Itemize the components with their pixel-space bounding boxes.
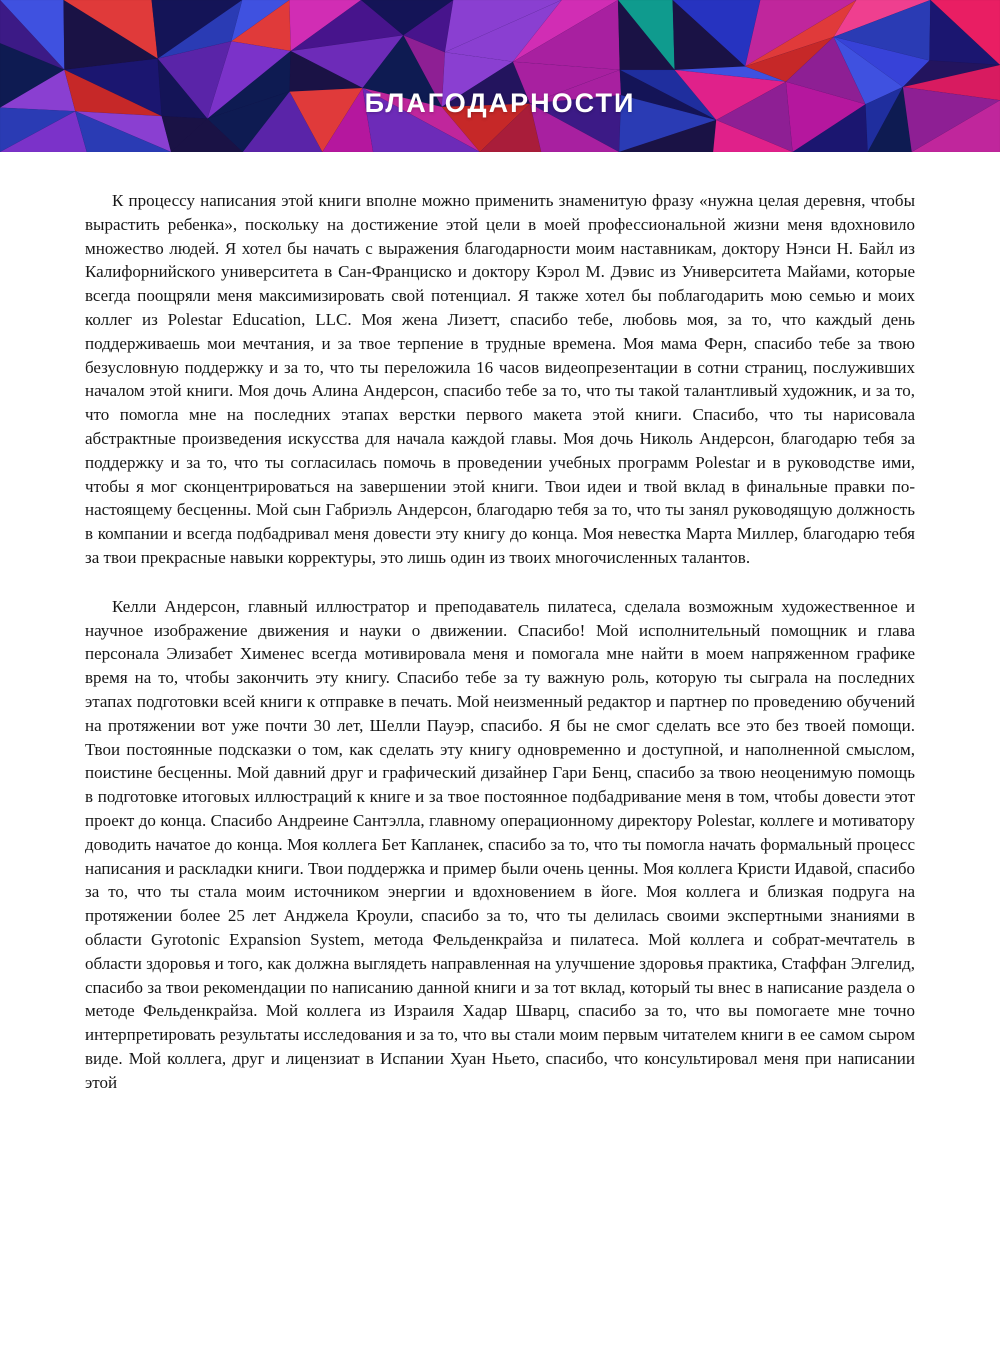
page-title: БЛАГОДАРНОСТИ bbox=[364, 88, 636, 118]
chapter-header-banner bbox=[0, 0, 1000, 152]
acknowledgments-text bbox=[0, 152, 1000, 1094]
paragraph-2: Келли Андерсон, главный иллюстратор и преподаватель пилатеса, сделала возможным художественное и научное изображение движения и науки о движении. Спасибо! Мой исполнительный помощник и глава персонала Элизабет Хименес всегда мотивировала меня и помогала мне найти в моем напряженном графике время на то, чтобы закончить эту книгу. Спасибо тебе за ту важную роль, которую ты сыграла на последних этапах подготовки всей книги к отправке в печать. Мой неизменный редактор и партнер по проведению обучений на протяжении вот уже почти 30 лет, Шелли Пауэр, спасибо. Я бы не смог сделать все это без твоей помощи. Твои постоянные подсказки о том, как сделать эту книгу одновременно и доступной, и наполненной смыслом, поистине бесценны. Мой давний друг и графический дизайнер Гари Бенц, спасибо за твою неоценимую помощь в подготовке итоговых иллюстраций к книге и за твое постоянное подбадривание меня в том, чтобы довести этот проект до конца. Спасибо Андреине Сантэлла, главному операционному директору Polestar, коллеге и мотиватору доводить начатое до конца. Моя коллега Бет Капланек, спасибо за то, что ты помогла начать формальный процесс написания и раскладки книги. Твои поддержка и пример были очень ценны. Моя коллега Кристи Идавой, спасибо за то, что ты стала моим источником энергии и вдохновением в йоге. Моя коллега и близкая подруга на протяжении более 25 лет Анджела Кроули, спасибо за то, что ты делилась своими экспертными знаниями в области Gyrotonic Expansion System, метода Фельденкрайза и пилатеса. Мой коллега и собрат-мечтатель в области здоровья и того, как должна выглядеть направленная на улучшение здоровья практика, Стаффан Элгелид, спасибо за твои рекомендации по написанию данной книги и за тот вклад, который ты внес в написание раздела о методе Фельденкрайза. Мой коллега из Израиля Хадар Шварц, спасибо за то, что вы помогаете мне точно интерпретировать результаты исследования и за то, что вы стали моим первым читателем книги в ее самом сыром виде. Мой коллега, друг и лицензиат в Испании Хуан Ньето, спасибо, что консультировал меня при написании этой bbox=[85, 596, 915, 1092]
paragraph-1: К процессу написания этой книги вполне можно применить знаменитую фразу «нужна целая деревня, чтобы вырастить ребенка», поскольку на достижение этой цели в моей профессиональной жизни меня вдохновило множество людей. Я хотел бы начать с выражения благодарности моим наставникам, доктору Нэнси Н. Байл из Калифорнийского университета в Сан-Франциско и доктору Кэрол М. Дэвис из Университета Майами, которые всегда поощряли меня максимизировать свой потенциал. Я также хотел бы поблагодарить мою семью и моих коллег из Polestar Education, LLC. Моя жена Лизетт, спасибо тебе, любовь моя, за то, что каждый день поддерживаешь мои мечтания, и за твое терпение в трудные времена. Моя мама Ферн, спасибо тебе за твою безусловную поддержку и за то, что ты переложила 16 часов видеопрезентации в сотни страниц, послуживших началом этой книги. Моя дочь Алина Андерсон, спасибо тебе за то, что ты такой талантливый художник, и за то, что помогла мне на последних этапах верстки первого макета этой книги. Спасибо, что ты нарисовала абстрактные произведения искусства для начала каждой главы. Моя дочь Николь Андерсон, благодарю тебя за поддержку и за то, что ты согласилась помочь в проведении учебных программ Polestar и в руководстве ими, чтобы я мог сконцентрироваться на завершении этой книги. Твои идеи и твой вклад в финальные правки по-настоящему бесценны. Мой сын Габриэль Андерсон, благодарю тебя за то, что ты занял руководящую должность в компании и всегда подбадривал меня довести эту книгу до конца. Моя невестка Марта Миллер, благодарю тебя за твои прекрасные навыки корректуры, это лишь один из твоих многочисленных талантов. bbox=[85, 191, 915, 567]
low-poly-abstract-art bbox=[0, 0, 1000, 152]
